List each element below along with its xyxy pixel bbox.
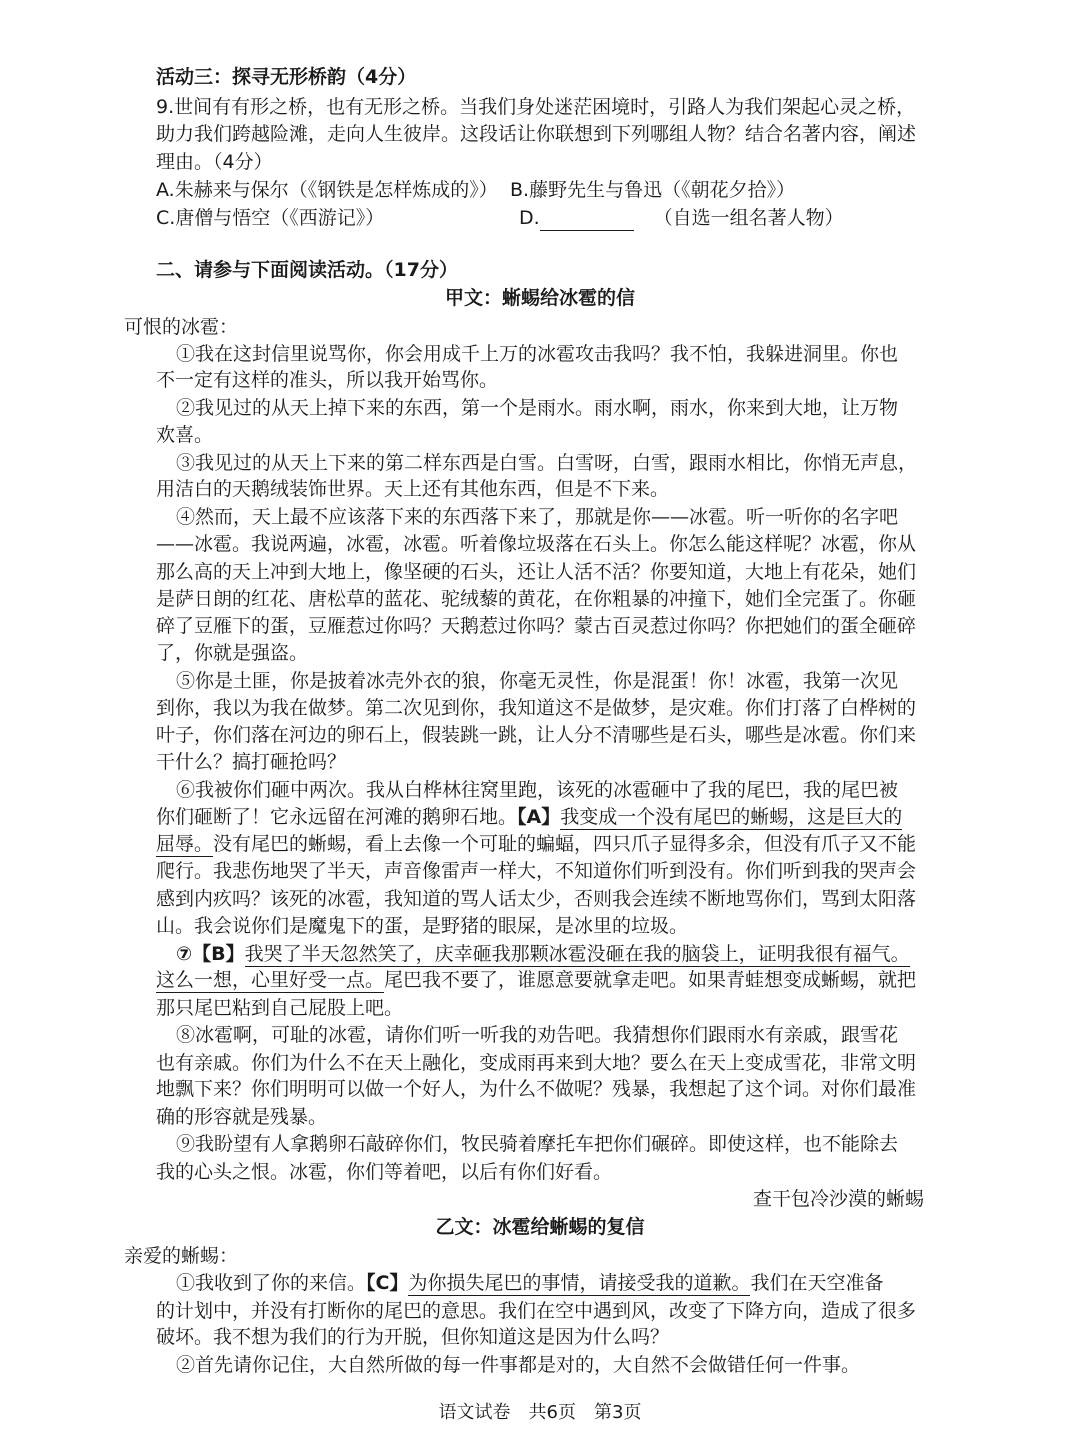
option-d-note: （自选一组名著人物）	[653, 206, 844, 229]
underlined-sentence-a-end: 屈辱。	[156, 833, 214, 856]
text-a-line: ⑤你是土匪，你是披着冰壳外衣的狼，你毫无灵性，你是混蛋！你！冰雹，我第一次见	[176, 669, 899, 692]
text-a-line: ②我见过的从天上掉下来的东西，第一个是雨水。雨水啊，雨水，你来到大地，让万物	[176, 397, 899, 420]
underlined-sentence-a: 我变成一个没有尾巴的蜥蜴，这是巨大的	[560, 805, 903, 828]
text-b-line: ②首先请你记住，大自然所做的每一件事都是对的，大自然不会做错任何一件事。	[176, 1354, 861, 1376]
text-a-line-with-a: 你们砸断了！它永远留在河滩的鹅卵石地。【A】我变成一个没有尾巴的蜥蜴，这是巨大的	[156, 805, 903, 828]
text-a-line: 爬行。我悲伤地哭了半天，声音像雷声一样大，不知道你们听到没有。你们听到我的哭声会	[156, 860, 917, 883]
text-b-title: 乙文：冰雹给蜥蜴的复信	[435, 1216, 645, 1239]
text-a-line: ⑥我被你们砸中两次。我从白桦林往窝里跑，该死的冰雹砸中了我的尾巴，我的尾巴被	[176, 778, 899, 801]
text-b-line: 破坏。我不想为我们的行为开脱，但你知道这是因为什么吗？	[156, 1326, 670, 1349]
text-a-line: ⑧冰雹啊，可耻的冰雹，请你们听一听我的劝告吧。我猜想你们跟雨水有亲戚，跟雪花	[176, 1023, 899, 1046]
text-a-line: 是萨日朗的红花、唐松草的蓝花、驼绒藜的黄花，在你粗暴的冲撞下，她们全完蛋了。你砸	[156, 587, 917, 610]
underlined-sentence-c: 为你损失尾巴的事情，请接受我的道歉。	[408, 1271, 751, 1294]
text-a-line: ③我见过的从天上下来的第二样东西是白雪。白雪呀，白雪，跟雨水相比，你悄无声息，	[176, 451, 918, 474]
section2-heading: 二、请参与下面阅读活动。（17分）	[156, 259, 458, 282]
text-a-line: 屈辱。没有尾巴的蜥蜴，看上去像一个可耻的蝙蝠，四只爪子显得多余，但没有爪子又不能	[156, 833, 917, 856]
q9-line-1: 9.世间有有形之桥，也有无形之桥。当我们身处迷茫困境时，引路人为我们架起心灵之桥，	[156, 95, 916, 118]
text-a-line: 那么高的天上冲到大地上，像坚硬的石头，还让人活不活？你要知道，大地上有花朵，她们	[156, 560, 917, 583]
text-a-line: 欢喜。	[156, 423, 214, 446]
text-a-line: 感到内疚吗？该死的冰雹，我知道的骂人话太少，否则我会连续不断地骂你们，骂到太阳落	[156, 888, 917, 910]
text-a-line: 确的形容就是残暴。	[156, 1106, 328, 1129]
text-a-line: 了，你就是强盗。	[156, 642, 309, 665]
q9-line-3: 理由。（4分）	[156, 151, 273, 174]
text-a-line: 也有亲戚。你们为什么不在天上融化，变成雨再来到大地？要么在天上变成雪花，非常文明	[156, 1051, 917, 1074]
text-a-line: 到你，我以为我在做梦。第二次见到你，我知道这不是做梦，是灾难。你们打落了白桦树的	[156, 696, 917, 719]
option-d	[519, 205, 844, 231]
text-a-line: 这么一想，心里好受一点。尾巴我不要了，谁愿意要就拿走吧。如果青蛙想变成蜥蜴，就把	[156, 969, 917, 992]
option-c: C.唐僧与悟空（《西游记》）	[156, 206, 385, 229]
text-a-line: ⑨我盼望有人拿鹅卵石敲碎你们，牧民骑着摩托车把你们碾碎。即使这样，也不能除去	[176, 1133, 899, 1155]
text-a-signature: 查干包冷沙漠的蜥蜴	[752, 1187, 924, 1210]
activity3-heading: 活动三：探寻无形桥韵（4分）	[156, 66, 417, 88]
text-a-line: 我的心头之恨。冰雹，你们等着吧，以后有你们好看。	[156, 1160, 613, 1183]
text-a-title: 甲文：蜥蜴给冰雹的信	[444, 287, 635, 309]
marker-a: 【A】	[517, 805, 561, 828]
option-d-label: D.	[519, 206, 540, 229]
option-b: B.藤野先生与鲁迅（《朝花夕拾》）	[510, 178, 796, 201]
text-a-line: 用洁白的天鹅绒装饰世界。天上还有其他东西，但是不下来。	[156, 478, 670, 501]
text-a-line: 地飘下来？你们明明可以做一个好人，为什么不做呢？残暴，我想起了这个词。对你们最准	[156, 1078, 917, 1101]
page-footer: 语文试卷 共6页 第3页	[438, 1402, 642, 1423]
text-b-line-with-c: ①我收到了你的来信。【C】为你损失尾巴的事情，请接受我的道歉。我们在天空准备	[176, 1271, 884, 1294]
answer-blank[interactable]	[540, 212, 634, 231]
text-a-line: ——冰雹。我说两遍，冰雹，冰雹。听着像垃圾落在石头上。你怎么能这样呢？冰雹，你从	[156, 533, 917, 555]
text-a-line: 山。我会说你们是魔鬼下的蛋，是野猪的眼屎，是冰里的垃圾。	[156, 914, 689, 937]
q9-line-2: 助力我们跨越险滩，走向人生彼岸。这段话让你联想到下列哪组人物？结合名著内容，阐述	[156, 123, 917, 146]
marker-c: 【C】	[366, 1271, 409, 1294]
text-a-line: 那只尾巴粘到自己屁股上吧。	[156, 997, 404, 1020]
text-a-line: ④然而，天上最不应该落下来的东西落下来了，那就是你——冰雹。听一听你的名字吧	[176, 506, 899, 529]
underlined-sentence-b: 我哭了半天忽然笑了，庆幸砸我那颗冰雹没砸在我的脑袋上，证明我很有福气。	[244, 942, 910, 965]
text-a-line: 碎了豆雁下的蛋，豆雁惹过你吗？天鹅惹过你吗？蒙古百灵惹过你吗？你把她们的蛋全砸碎	[156, 615, 917, 638]
text-b-salutation: 亲爱的蜥蜴：	[124, 1244, 239, 1267]
text-a-line: 不一定有这样的准头，所以我开始骂你。	[156, 369, 499, 392]
text-a-line: ①我在这封信里说骂你，你会用成千上万的冰雹攻击我吗？我不怕，我躲进洞里。你也	[176, 342, 899, 365]
marker-b: ⑦【B】	[176, 942, 245, 965]
text-a-salutation: 可恨的冰雹：	[124, 315, 239, 338]
text-a-line: 叶子，你们落在河边的卵石上，假装跳一跳，让人分不清哪些是石头，哪些是冰雹。你们来	[156, 724, 917, 747]
text-b-line: 的计划中，并没有打断你的尾巴的意思。我们在空中遇到风，改变了下降方向，造成了很多	[156, 1299, 917, 1322]
option-a: A.朱赫来与保尔（《钢铁是怎样炼成的》）	[156, 178, 498, 201]
text-a-line-with-b	[176, 941, 910, 967]
underlined-sentence-b-end: 这么一想，心里好受一点。	[156, 969, 385, 992]
text-a-line: 干什么？搞打砸抢吗？	[156, 751, 347, 774]
